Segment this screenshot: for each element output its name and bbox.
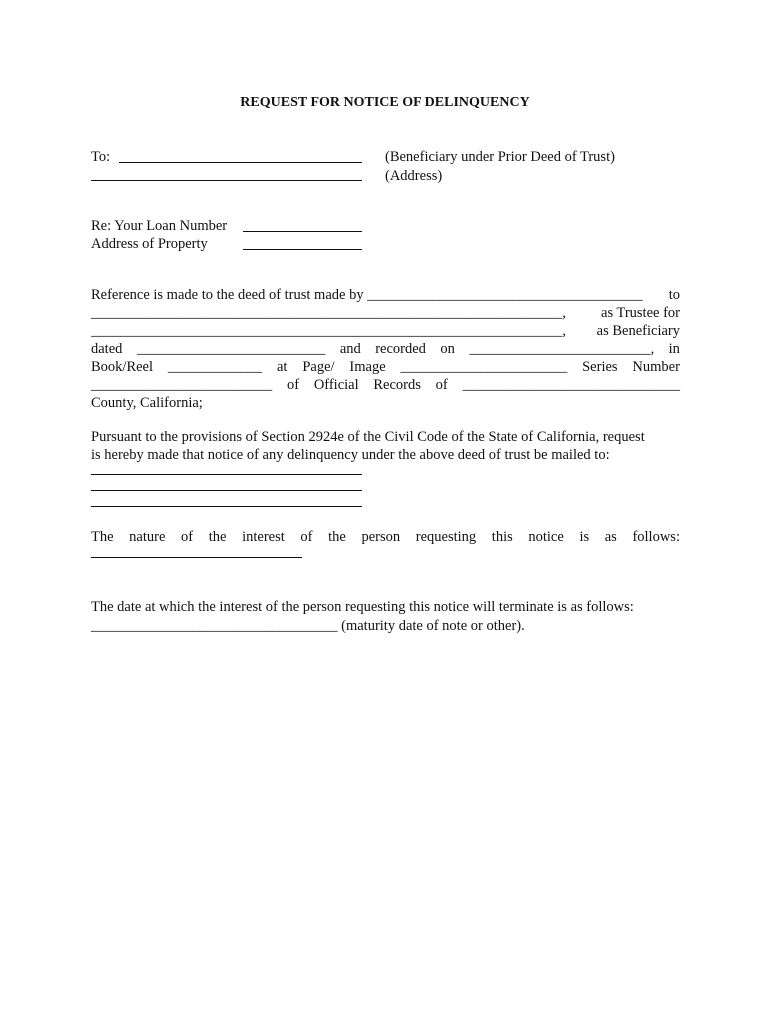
reference-text: _____________ [167,359,263,375]
nature-text: as [604,529,617,545]
loan-number-line[interactable] [243,231,362,232]
reference-text: Series [582,359,618,375]
reference-text: on [440,341,455,357]
address-label: (Address) [385,168,443,184]
reference-line-4 [91,340,680,358]
nature-text: the [328,529,346,545]
nature-text: requesting [415,529,477,545]
reference-line-7: County, California; [91,395,203,411]
nature-text: this [491,529,513,545]
mail-to-line-1[interactable] [91,474,362,475]
reference-text: to [668,287,680,303]
reference-text: Image [349,359,386,375]
nature-text: interest [242,529,285,545]
property-address-line[interactable] [243,249,362,250]
pursuant-line-1: Pursuant to the provisions of Section 2924e of the Civil Code of the State of California, request [91,429,645,445]
nature-text: follows: [632,529,680,545]
nature-text: notice [528,529,564,545]
nature-text: of [300,529,313,545]
nature-interest-line[interactable] [91,557,302,558]
terminate-line-1: The date at which the interest of the person requesting this notice will terminate is as follows: [91,599,634,615]
nature-text: is [579,529,590,545]
reference-text: Reference is made to the deed of trust made by ______________________________________ [91,287,643,303]
reference-text: _________________________________________________________________, [91,305,566,321]
reference-text: Records [373,377,421,393]
reference-text: Page/ [302,359,335,375]
nature-text: nature [129,529,166,545]
pursuant-line-2: is hereby made that notice of any delinquency under the above deed of trust be mailed to: [91,447,610,463]
reference-text: _________________________ [91,377,273,393]
reference-line-6 [91,376,680,394]
property-address-label: Address of Property [91,236,208,252]
reference-text: _______________________ [400,359,568,375]
to-label: To: [91,149,111,165]
reference-line-1 [91,286,680,304]
reference-text: as Trustee for [601,305,680,321]
nature-text: The [91,529,114,545]
beneficiary-label: (Beneficiary under Prior Deed of Trust) [385,149,615,165]
reference-text: at [277,359,288,375]
reference-text: and [339,341,361,357]
reference-text: dated [91,341,123,357]
mail-to-line-2[interactable] [91,490,362,491]
terminate-line-2: __________________________________ (maturity date of note or other). [91,618,525,634]
nature-text: person [361,529,401,545]
nature-text: the [208,529,227,545]
reference-text: recorded [375,341,426,357]
reference-text: of [286,377,300,393]
reference-text: of [435,377,448,393]
reference-text: Official [313,377,359,393]
reference-text: as Beneficiary [596,323,680,339]
reference-line-5 [91,358,680,376]
reference-text: Book/Reel [91,359,154,375]
document-title: REQUEST FOR NOTICE OF DELINQUENCY [240,95,530,110]
reference-line-3 [91,322,680,340]
reference-text: __________________________ [136,341,326,357]
nature-line [91,528,680,546]
to-address-line[interactable] [91,180,362,181]
reference-text: in [668,341,680,357]
nature-text: of [181,529,194,545]
reference-text: _________________________________________________________________, [91,323,566,339]
reference-text: Number [632,359,680,375]
loan-number-label: Re: Your Loan Number [91,218,228,234]
reference-text: ______________________________ [462,377,680,393]
reference-line-2 [91,304,680,322]
mail-to-line-3[interactable] [91,506,362,507]
to-name-line[interactable] [119,162,362,163]
reference-text: _________________________, [469,341,655,357]
